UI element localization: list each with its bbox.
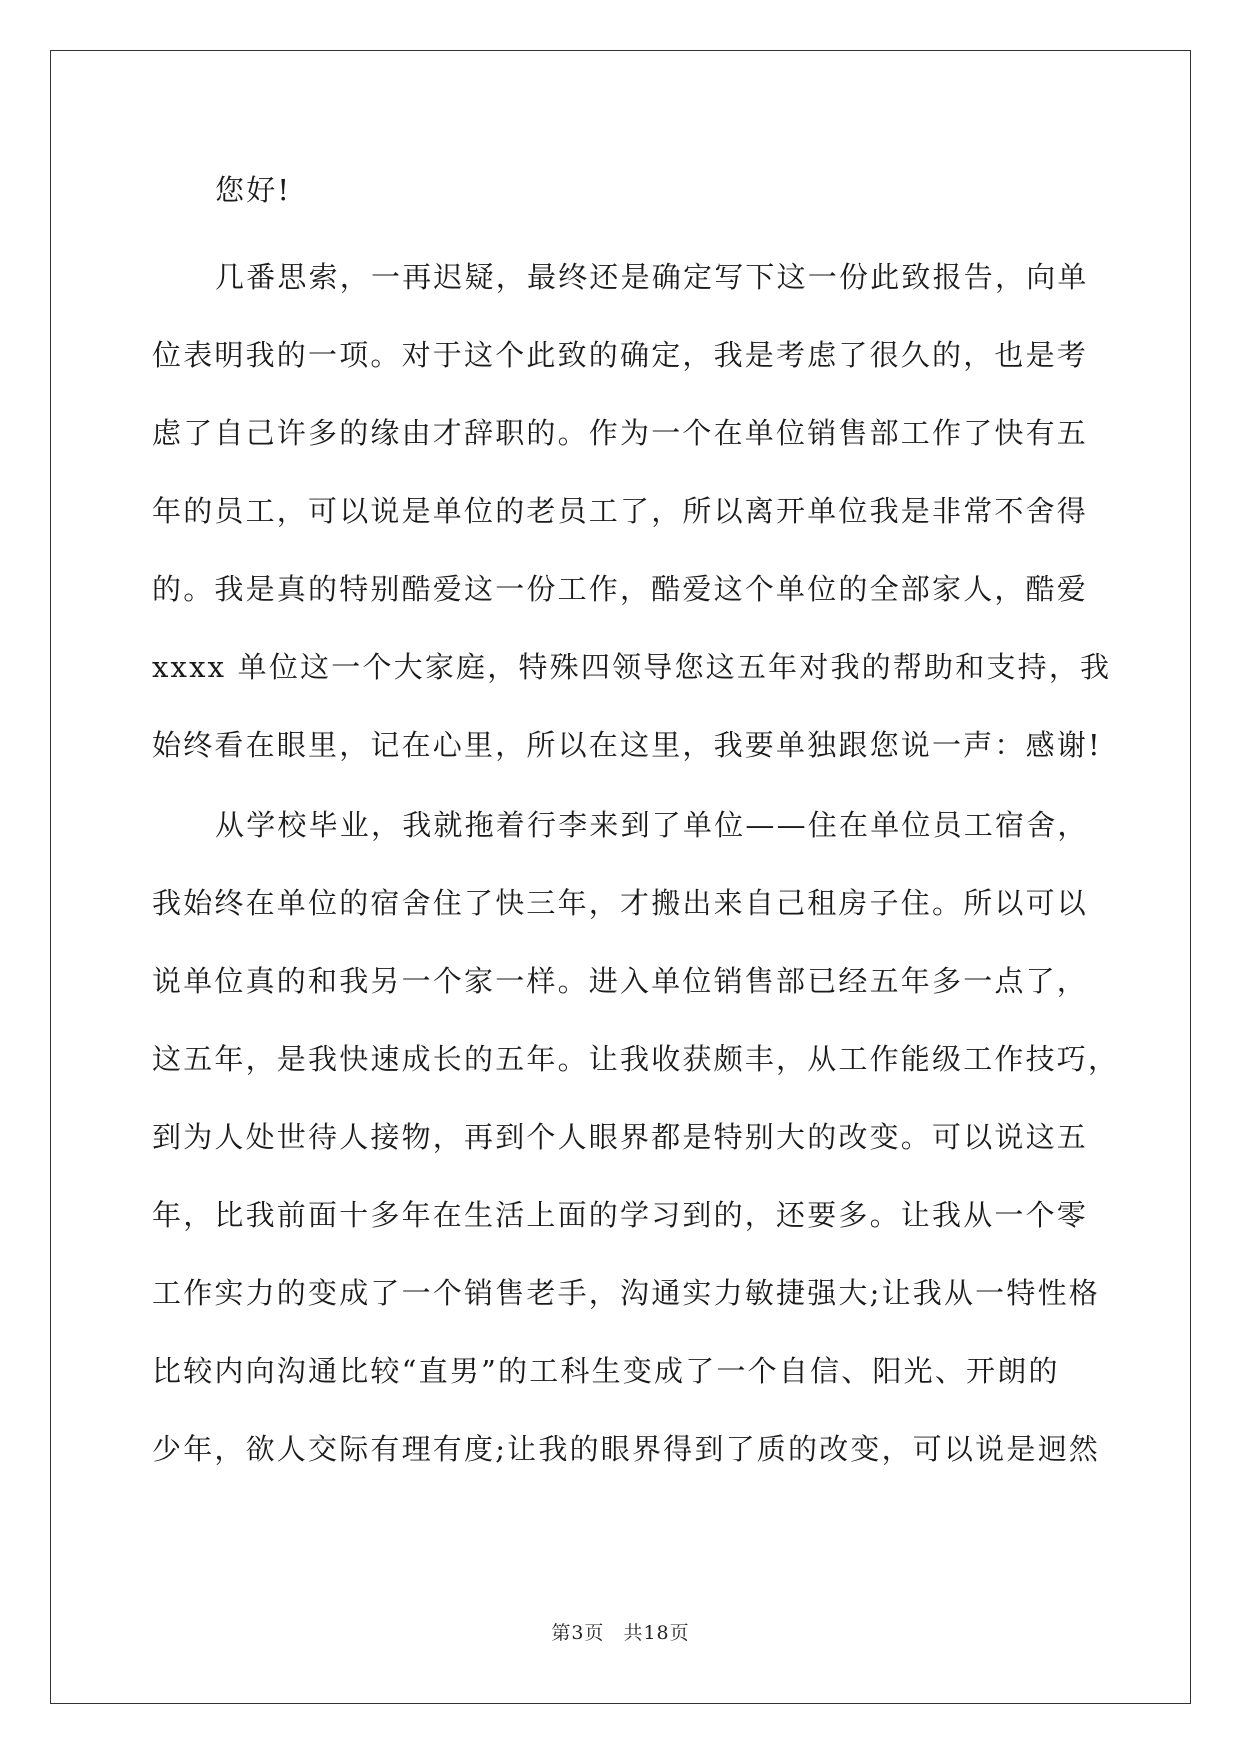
paragraph-1-line: 几番思索，一再迟疑，最终还是确定写下这一份此致报告，向单 xyxy=(215,260,1089,294)
paragraph-1-line: 虑了自己许多的缘由才辞职的。作为一个在单位销售部工作了快有五 xyxy=(152,416,1089,450)
page-number-total: 共18页 xyxy=(623,1622,690,1644)
paragraph-2-line: 年，比我前面十多年在生活上面的学习到的，还要多。让我从一个零 xyxy=(152,1198,1089,1232)
paragraph-1-line: xxxx 单位这一个大家庭，特殊四领导您这五年对我的帮助和支持，我 xyxy=(152,650,1112,684)
paragraph-2-line: 从学校毕业，我就拖着行李来到了单位——住在单位员工宿舍， xyxy=(215,808,1089,842)
paragraph-1-line: 年的员工，可以说是单位的老员工了，所以离开单位我是非常不舍得 xyxy=(152,494,1089,528)
paragraph-2-line: 工作实力的变成了一个销售老手，沟通实力敏捷强大;让我从一特性格 xyxy=(152,1276,1100,1310)
paragraph-2-line: 说单位真的和我另一个家一样。进入单位销售部已经五年多一点了， xyxy=(152,964,1089,998)
paragraph-2-line: 到为人处世待人接物，再到个人眼界都是特别大的改变。可以说这五 xyxy=(152,1120,1089,1154)
paragraph-2-line: 这五年，是我快速成长的五年。让我收获颇丰，从工作能级工作技巧， xyxy=(152,1042,1120,1076)
paragraph-2-line: 我始终在单位的宿舍住了快三年，才搬出来自己租房子住。所以可以 xyxy=(152,886,1089,920)
greeting: 您好! xyxy=(215,173,292,207)
paragraph-1-line: 的。我是真的特别酷爱这一份工作，酷爱这个单位的全部家人，酷爱 xyxy=(152,572,1089,606)
paragraph-2-line: 比较内向沟通比较“直男”的工科生变成了一个自信、阳光、开朗的 xyxy=(152,1354,1060,1388)
paragraph-1-line: 位表明我的一项。对于这个此致的确定，我是考虑了很久的，也是考 xyxy=(152,338,1089,372)
page-footer xyxy=(0,1618,1241,1645)
paragraph-1-line: 始终看在眼里，记在心里，所以在这里，我要单独跟您说一声：感谢! xyxy=(152,728,1102,762)
paragraph-2-line: 少年，欲人交际有理有度;让我的眼界得到了质的改变，可以说是迥然 xyxy=(152,1432,1100,1466)
page-number-current: 第3页 xyxy=(551,1622,605,1644)
